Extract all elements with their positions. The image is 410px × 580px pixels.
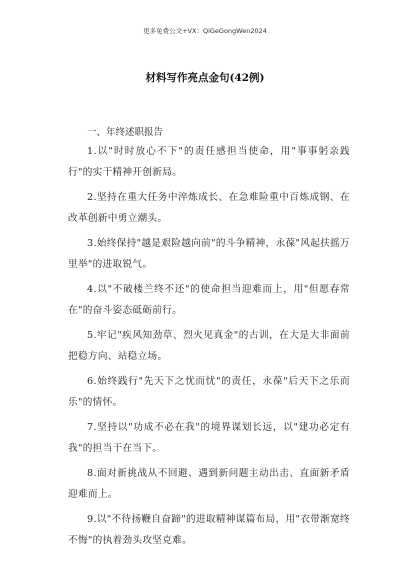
document-body [68,141,350,555]
document-title: 材料写作亮点金句(42例) [145,72,265,84]
paragraph-4: 4.以"不破楼兰终不还"的使命担当迎难而上，用"但愿春常在"的奋斗姿态砥砺前行。 [68,284,350,316]
paragraph-2: 2.坚持在重大任务中淬炼成长、在急难险重中百炼成钢、在改革创新中勇立潮头。 [68,192,350,224]
paragraph-8: 8.面对新挑战从不回避、遇到新问题主动出击、直面新矛盾迎难而上。 [68,468,350,500]
paragraph-3: 3.始终保持"越是艰险越向前"的斗争精神，永葆"风起扶摇万里举"的进取锐气。 [68,238,350,270]
header-note: 更多免费公文+VX：QiGeGongWen2024 [143,27,267,35]
section-heading: 一、年终述职报告 [87,127,164,138]
paragraph-9: 9.以"不待扬鞭自奋蹄"的进取精神谋篇布局，用"衣带渐宽终不悔"的执着劲头攻坚克难。 [68,514,350,546]
paragraph-1: 1.以"时时放心不下"的责任感担当使命，用"事事躬亲践行"的实干精神开创新局。 [68,146,350,178]
paragraph-6: 6.始终践行"先天下之忧而忧"的责任，永葆"后天下之乐而乐"的情怀。 [68,376,350,408]
paragraph-5: 5.牢记"疾风知劲草、烈火见真金"的古训，在大是大非面前把稳方向、站稳立场。 [68,330,350,362]
paragraph-7: 7.坚持以"功成不必在我"的境界谋划长远，以"建功必定有我"的担当干在当下。 [68,422,350,454]
